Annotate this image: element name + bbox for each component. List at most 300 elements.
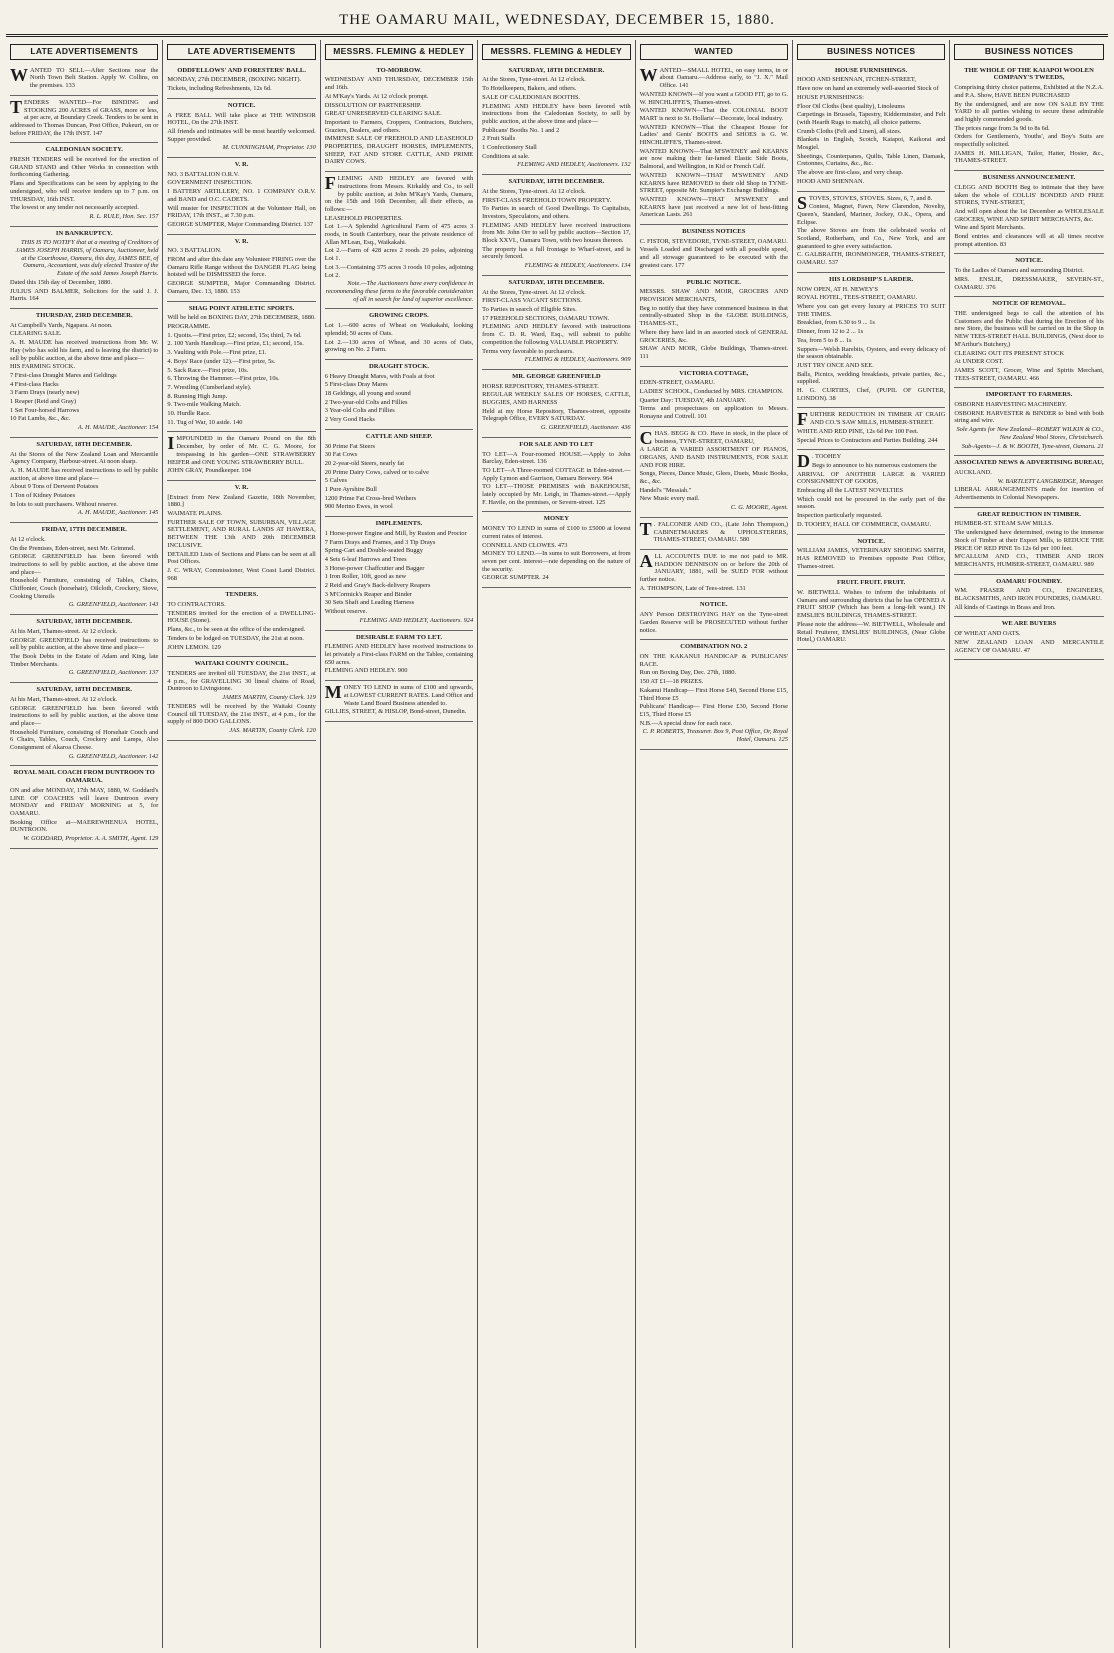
ad-text-line: WANTED KNOWN—That the Cheapest House for Ladies' and Gents' BOOTS and SHOES is G. W. HINCHLIFFE'S, Thames-street. bbox=[639, 123, 788, 147]
ad-text-line: IMPOUNDED in the Oamaru Pound on the 8th December, by order of Mr. C. G. Moore, for trespassing in his garden—ONE STRAWBERRY HEIFER and ONE YOUNG STRAWBERRY BULL. bbox=[167, 433, 316, 466]
ad-text-line: The undersigned have determined, owing to the immense Stock of Timber at their Export Mills, to REDUCE THE PRICE OF RED PINE To 12s 6d per 100 feet. bbox=[954, 529, 1104, 552]
ad-text-line: A. H. MAUDE has received instructions from Mr. W. Hay (who has sold his farm, and is leaving the district) to sell by public auction, at the above time and place— bbox=[10, 339, 159, 362]
drop-capital: I bbox=[167, 433, 175, 454]
advertisement bbox=[640, 427, 788, 518]
ad-text-line: GEORGE SUMPTER. 24 bbox=[482, 574, 549, 582]
ad-text-line: WILLIAM JAMES, VETERINARY SHOEING SMITH, HAS REMOVED to Premises opposite Post Office, Thames-street. bbox=[796, 547, 946, 570]
drop-capital: S bbox=[796, 192, 807, 213]
ad-text-line: At the Stores, Tyne-street. At 12 o'clock. bbox=[482, 288, 586, 296]
ad-text-line: At the Stores, Tyne-street. At 12 o'clock. bbox=[482, 76, 586, 84]
advertisement bbox=[640, 598, 788, 640]
ad-text-line: 1 Confectionery Stall bbox=[482, 144, 537, 152]
ad-text-line: GILLIES, STREET, & HISLOP, Bond-street, Dunedin. bbox=[324, 708, 467, 716]
ad-text-line: JOHN GRAY, Poundkeeper. 104 bbox=[167, 467, 252, 475]
column-5 bbox=[636, 40, 793, 1648]
advertisement bbox=[482, 370, 630, 438]
ad-text-line: At the Stores of the New Zealand Loan and Mercantile Agency Company, Harbour-street. At noon sharp. bbox=[10, 450, 159, 466]
drop-capital: A bbox=[639, 550, 653, 571]
ad-text-line: 3 Year-old Colts and Fillies bbox=[324, 407, 395, 415]
ad-text-line: SHAW AND MOIR, Globe Buildings, Thames-street. 111 bbox=[639, 345, 788, 360]
ad-text-line: Publicans' Booths No. 1 and 2 bbox=[482, 126, 560, 134]
ad-text-line: Spring-Cart and Double-seated Buggy bbox=[324, 547, 423, 555]
ad-text-line: GEORGE GREENFIELD has received instructions to sell by public auction, at the above time and place— bbox=[10, 636, 159, 652]
drop-capital: M bbox=[324, 682, 342, 703]
ad-text-line: Handel's "Messiah." bbox=[639, 486, 692, 494]
ad-heading: NOTICE. bbox=[1015, 257, 1043, 265]
advertisement bbox=[797, 576, 945, 650]
ad-heading: ASSOCIATED NEWS & ADVERTISING BUREAU, bbox=[954, 459, 1104, 467]
ad-heading: BUSINESS ANNOUNCEMENT. bbox=[982, 174, 1076, 182]
ad-text-line: FLEMING AND HEDLEY have been favored with instructions from the Caledonian Society, to sell by public auction, at the above time and place— bbox=[482, 102, 631, 125]
ad-text-line: LIBERAL ARRANGEMENTS made for insertion of Advertisements in Colonial Newspapers. bbox=[954, 486, 1104, 502]
ad-text-line: NO. 3 BATTALION O.R.V. bbox=[167, 170, 240, 178]
ad-heading: WAITAKI COUNTY COUNCIL. bbox=[194, 660, 289, 668]
ad-text-line: Where you can get every luxury at PRICES TO SUIT THE TIMES. bbox=[796, 302, 946, 318]
ad-text-line: Breakfast, from 6.30 to 9 ... 1s bbox=[796, 319, 875, 327]
masthead-rule bbox=[6, 34, 1108, 37]
ad-text-line: 18 Geldings, all young and sound bbox=[324, 390, 411, 398]
ad-text-line: 150 AT £1—18 PRIZES. bbox=[639, 678, 704, 686]
ad-text-line: All friends and intimates will be most heartily welcomed. Supper provided. bbox=[167, 127, 316, 143]
ad-heading: COMBINATION NO. 2 bbox=[680, 643, 748, 651]
ad-text-line: 7. Wrestling (Cumberland style). bbox=[167, 383, 252, 391]
ad-text-line: Comprising thirty choice patterns, Exhibited at the N.Z.A. and P.A. Show, HAVE BEEN PURCHASED bbox=[954, 84, 1104, 99]
advertisement bbox=[797, 64, 945, 192]
advertisement bbox=[797, 450, 945, 534]
ad-text-line: WAIMATE PLAINS. bbox=[167, 510, 223, 518]
advertisement bbox=[167, 432, 315, 481]
advertisement bbox=[482, 512, 630, 588]
advertisement bbox=[167, 657, 315, 740]
ad-text-line: FLEMING AND HEDLEY, Auctioneers. 924 bbox=[359, 616, 474, 624]
advertisement bbox=[482, 64, 630, 175]
ad-text-line: ROYAL HOTEL, TEES-STREET, OAMARU. bbox=[796, 294, 918, 302]
advertisement bbox=[325, 309, 473, 360]
ad-heading: NOTICE OF REMOVAL. bbox=[992, 300, 1066, 308]
ad-text-line: Embracing all the LATEST NOVELTIES bbox=[796, 487, 904, 495]
ad-text-line: Terms and prospectuses on application to Messrs. Ronayne and Cottrell. 101 bbox=[639, 405, 788, 421]
ad-text-line: J. C. WRAY, Commissioner, West Coast Land District. 968 bbox=[167, 566, 316, 582]
ad-text-line: Tea, from 5 to 8 ... 1s bbox=[796, 336, 852, 344]
advertisement bbox=[954, 171, 1103, 254]
ad-heading: FRUIT. FRUIT. FRUIT. bbox=[836, 579, 906, 587]
ad-text-line: Lot 1.—600 acres of Wheat on Waikakahi, looking splendid; 50 acres of Oats. bbox=[324, 322, 474, 337]
ad-text-line: CLEARING OUT ITS PRESENT STOCK bbox=[954, 349, 1065, 357]
ad-text-line: OSBORNE HARVESTER & BINDER to bind with both string and wire. bbox=[954, 409, 1104, 425]
ad-text-line: 2 Fruit Stalls bbox=[482, 135, 516, 143]
advertisement bbox=[640, 225, 788, 276]
ad-text-line: OSBORNE HARVESTING MACHINERY. bbox=[954, 401, 1067, 409]
advertisement bbox=[325, 430, 473, 517]
advertisement bbox=[482, 175, 630, 276]
ad-text-line: Wine and Spirit Merchants. bbox=[954, 224, 1025, 232]
column-1 bbox=[6, 40, 163, 1648]
ad-text-line: And will open about the 1st December as WHOLESALE GROCERS, WINE AND SPIRIT MERCHANTS, &c. bbox=[954, 207, 1104, 223]
advertisement bbox=[797, 535, 945, 577]
ad-text-line: Begs to announce to his numerous customers the bbox=[811, 461, 937, 469]
ad-text-line: Where they have laid in an assorted stock of GENERAL GROCERIES, &c. bbox=[639, 328, 788, 344]
ad-text-line: FLEMING & HEDLEY, Auctioneers. 909 bbox=[524, 356, 631, 364]
ad-text-line: On the Premises, Eden-street, next Mr. Grimmel. bbox=[10, 544, 136, 552]
ad-text-line: D . TOOHEY bbox=[796, 451, 842, 472]
ad-text-line: TENDERS WANTED—For BINDING and STOOKING 200 ACRES of GRASS, more or less, at per acre, at Boundary Creek. Tenders to be sent in addressed to Thomas Duncan, Post Office, Pukeuri, on or before FRIDAY, the 17th INST. 147 bbox=[10, 96, 159, 137]
ad-text-line: JOHN LEMON. 129 bbox=[167, 643, 221, 651]
ad-text-line: EDEN-STREET, OAMARU. bbox=[639, 379, 715, 387]
ad-text-line: WM. FRASER AND CO., ENGINEERS, BLACKSMITHS, AND IRON FOUNDERS, OAMARU. bbox=[954, 587, 1104, 603]
ad-text-line: FURTHER SALE OF TOWN, SUBURBAN, VILLAGE SETTLEMENT, AND RURAL LANDS AT HAWERA, BETWEEN THE 13th AND 20th DECEMBER INCLUSIVE. bbox=[167, 518, 316, 549]
column-heading: WANTED bbox=[640, 44, 788, 60]
ad-text-line: [Extract from New Zealand Gazette, 18th November, 1880.] bbox=[167, 493, 316, 509]
ad-text-line: Bond entries and clearances will at all times receive prompt attention. 83 bbox=[954, 233, 1104, 248]
ad-heading: V. R. bbox=[234, 237, 249, 245]
ad-text-line: FRESH TENDERS will be received for the erection of GRAND STAND and Other Works in connection with forthcoming Gathering. bbox=[10, 156, 159, 179]
column-heading: BUSINESS NOTICES bbox=[954, 44, 1103, 60]
ad-text-line: FLEMING & HEDLEY, Auctioneers. 134 bbox=[524, 262, 631, 270]
ad-text-line: The above Stoves are from the celebrated works of Scotland, Rotherham, and Co., New York, and are guaranteed to give every satisfaction. bbox=[796, 227, 946, 250]
advertisement bbox=[167, 158, 315, 235]
ad-text-line: MESSRS. SHAW AND MOIR, GROCERS AND PROVISION MERCHANTS, bbox=[639, 288, 788, 303]
ad-text-line: FIRST-CLASS VACANT SECTIONS. bbox=[482, 297, 582, 305]
ad-text-line: A. THOMPSON, Late of Tees-street. 131 bbox=[639, 584, 746, 592]
ad-text-line: At 12 o'clock. bbox=[10, 535, 46, 543]
ad-text-line: Inspection particularly requested. bbox=[796, 512, 883, 520]
ad-text-line: Household Furniture, consisting of Tables, Chairs, Chiffonier, Couch (horsehair), Oilcloth, Crockery, Stove, Cooking Utensils bbox=[10, 577, 159, 600]
ad-text-line: TO LET—THOSE PREMISES with BAKEHOUSE, lately occupied by Mr. Leigh, in Thames-street.—Apply F. Havile, on the premises, or Severn-street. 125 bbox=[482, 483, 631, 506]
ad-text-line: Lot 1.—A Splendid Agricultural Farm of 475 acres 3 roods, in South Canterbury, near the private residence of Allan M'Lean, Esq., Waikakahi. bbox=[324, 223, 474, 246]
ad-text-line: 1 Ton of Kidney Potatoes bbox=[10, 492, 76, 500]
ad-heading: TO-MORROW. bbox=[376, 66, 422, 74]
ad-heading: WE ARE BUYERS bbox=[1001, 620, 1057, 628]
column-6 bbox=[793, 40, 950, 1648]
advertisement bbox=[482, 438, 630, 513]
ad-text-line: 1 Set Four-horsed Harrows bbox=[10, 406, 80, 414]
drop-capital: D bbox=[796, 451, 810, 472]
advertisement bbox=[640, 518, 788, 550]
advertisement bbox=[325, 517, 473, 630]
ad-text-line: 3. Vaulting with Pole.—First prize, £1. bbox=[167, 349, 267, 357]
advertisement bbox=[10, 309, 158, 438]
ad-text-line: C. GALBRAITH, IRONMONGER, THAMES-STREET, OAMARU. 537 bbox=[796, 251, 946, 267]
ad-text-line: HOOD AND SHENNAN, ITCHEN-STREET, bbox=[796, 76, 916, 84]
advertisement bbox=[954, 64, 1103, 171]
ad-text-line: 6 Heavy Draught Mares, with Foals at foot bbox=[324, 372, 435, 380]
ad-text-line: 4 Sets 6-leaf Harrows and Trees bbox=[324, 555, 407, 563]
ad-heading: THE WHOLE OF THE KAIAPOI WOOLEN COMPANY'S TWEEDS, bbox=[964, 66, 1094, 82]
advertisement bbox=[954, 254, 1103, 297]
ad-text-line: 3 Farm Drays (nearly new) bbox=[10, 389, 80, 397]
advertisement bbox=[167, 235, 315, 302]
ad-text-line: FLEMING AND HEDLEY favored with instructions from C. D. R. Ward, Esq., will submit to public competition the following VALUABLE PROPERTY. bbox=[482, 323, 631, 346]
ad-text-line: At his Mart, Thames-street. At 12 o'clock. bbox=[10, 695, 118, 703]
ad-text-line: C. FISTOR, STEVEDORE, TYNE-STREET, OAMARU. bbox=[639, 237, 788, 245]
ad-text-line: Held at my Horse Repository, Thames-street, opposite Telegraph Office, EVERY SATURDAY. bbox=[482, 407, 631, 423]
ad-text-line: To the Ladies of Oamaru and surrounding District. bbox=[954, 267, 1084, 275]
ad-text-line: FLEMING AND HEDLEY, Auctioneers. 132 bbox=[517, 161, 631, 169]
column-heading: LATE ADVERTISEMENTS bbox=[167, 44, 315, 60]
newspaper-columns bbox=[6, 40, 1108, 1648]
ad-heading: FOR SALE AND TO LET bbox=[519, 440, 594, 448]
ad-text-line: WANTED KNOWN—That the COLONIAL BOOT MART is next to St. Hollaris'—Decorate, local industry. bbox=[639, 107, 788, 122]
ad-heading: SATURDAY, 18TH DECEMBER. bbox=[36, 686, 133, 694]
ad-text-line: New Music every mail. bbox=[639, 495, 700, 503]
ad-heading: SATURDAY, 18TH DECEMBER. bbox=[36, 618, 133, 626]
ad-text-line: A. H. MAUDE has received instructions to sell by public auction, at above time and place— bbox=[10, 466, 159, 482]
ad-text-line: CLEGG AND BOOTH Beg to intimate that they have taken the whole of COLLIS' BONDED AND FREE STORES, TYNE-STREET, bbox=[954, 183, 1104, 207]
advertisement bbox=[10, 766, 158, 848]
ad-heading: SATURDAY, 18TH DECEMBER. bbox=[508, 278, 605, 286]
ad-text-line: I BATTERY ARTILLERY, NO. 1 COMPANY O.R.V. and BAND and O.C. CADETS. bbox=[167, 188, 316, 203]
ad-text-line: H. G. CURTIES, Chef, (PUPIL OF GUNTER, LONDON). 38 bbox=[796, 387, 946, 402]
ad-text-line: Suppers—Welsh Rarebits, Oysters, and every delicacy of the season obtainable. bbox=[796, 345, 946, 361]
drop-capital: W bbox=[639, 64, 658, 85]
ad-text-line: WANTED KNOWN—If you want a GOOD FIT, go to G. W. HINCHLIFFE'S, Thames-street. bbox=[639, 90, 788, 106]
ad-text-line: Dated this 15th day of December, 1880. bbox=[10, 278, 112, 286]
ad-text-line: HOOD AND SHENNAN. bbox=[796, 177, 865, 185]
ad-text-line: WANTED—SMALL HOTEL, on easy terms, in or about Oamaru.—Address early, to "J. X." Mail Office. 141 bbox=[639, 64, 788, 90]
ad-text-line: 9. Two-mile Walking Match. bbox=[167, 401, 241, 409]
drop-capital: C bbox=[639, 427, 653, 448]
ad-text-line: 4. Boys' Race (under 12).—First prize, 5s. bbox=[167, 357, 276, 365]
ad-text-line: Crumb Cloths (Felt and Linen), all sizes. bbox=[796, 127, 902, 135]
ad-text-line: 6. Throwing the Hammer.—First prize, 10s. bbox=[167, 375, 280, 383]
ad-text-line: 17 FREEHOLD SECTIONS, OAMARU TOWN. bbox=[482, 314, 610, 322]
ad-text-line: LEASEHOLD PROPERTIES. bbox=[324, 214, 403, 222]
ad-text-line: TENDERS are invited till TUESDAY, the 21st INST., at 4 p.m., for GRAVELLING 30 lineal chains of Road, Duntroon to Livingstone. bbox=[167, 670, 316, 693]
ad-text-line: 1 Pure Ayrshire Bull bbox=[324, 486, 377, 494]
advertisement bbox=[640, 550, 788, 599]
ad-text-line: To Hotelkeepers, Bakers, and others. bbox=[482, 85, 577, 93]
ad-text-line: 1 Iron Roller, 10ft, good as new bbox=[324, 573, 407, 581]
advertisement bbox=[10, 64, 158, 96]
ad-text-line: ALL ACCOUNTS DUE to me not paid to MR. HADDON DENNISON on or before the 20th of JANUARY, 1881, will be SUED FOR without further notice. bbox=[639, 550, 788, 584]
column-heading: LATE ADVERTISEMENTS bbox=[10, 44, 158, 60]
drop-capital: T bbox=[639, 518, 652, 539]
ad-text-line: FIRST-CLASS FREEHOLD TOWN PROPERTY. bbox=[482, 196, 612, 204]
ad-text-line: 2 Two-year-old Colts and Fillies bbox=[324, 398, 408, 406]
ad-text-line: LADIES' SCHOOL, Conducted by MRS. CHAMPION. bbox=[639, 388, 784, 396]
ad-text-line: W. BIETWELL Wishes to inform the inhabitants of Oamaru and surrounding districts that he has OPENED A FRUIT SHOP (Which has been a long-felt want,) IN EMSLIE'S BUILDINGS, THAMES-STREET. bbox=[796, 589, 946, 620]
ad-heading: ODDFELLOWS' AND FORESTERS' BALL. bbox=[177, 66, 306, 74]
ad-text-line: N.B.—A special draw for each race. bbox=[639, 719, 733, 727]
ad-text-line: Special Prices to Contractors and Parties Building. 244 bbox=[796, 436, 938, 444]
ad-text-line: 2 Very Good Hacks bbox=[324, 416, 375, 424]
ad-text-line: CONNELL AND CLOWES. 473 bbox=[482, 541, 568, 549]
ad-heading: DESIRABLE FARM TO LET. bbox=[355, 633, 442, 641]
ad-text-line: A FREE BALL Will take place at THE WINDSOR HOTEL, On the 27th INST. bbox=[167, 111, 316, 127]
ad-text-line: IMMENSE SALE OF FREEHOLD AND LEASEHOLD PROPERTIES, DRAUGHT HORSES, IMPLEMENTS, SHEEP, FAT AND STORE CATTLE, AND PRIME DAIRY COWS. bbox=[324, 135, 474, 166]
ad-text-line: 2. 100 Yards Handicap.—First prize, £1; second, 15s. bbox=[167, 340, 304, 348]
advertisement bbox=[167, 481, 315, 588]
ad-text-line: M'CALLUM AND CO., TIMBER AND IRON MERCHANTS, HUMBER-STREET, OAMARU. 989 bbox=[954, 553, 1104, 568]
ad-text-line: JAS. MARTIN, County Clerk. 120 bbox=[229, 726, 316, 734]
ad-text-line: Tickets, including Refreshments, 12s 6d. bbox=[167, 85, 272, 93]
advertisement bbox=[10, 227, 158, 309]
ad-text-line: Important to Farmers, Croppers, Contractors, Butchers, Graziers, Dealers, and others. bbox=[324, 118, 474, 134]
ad-heading: FRIDAY, 17TH DECEMBER. bbox=[41, 526, 127, 534]
drop-capital: T bbox=[10, 96, 23, 117]
ad-text-line: JUST TRY ONCE AND SEE. bbox=[796, 361, 874, 369]
ad-text-line: The lowest or any tender not necessarily accepted. bbox=[10, 204, 139, 212]
ad-text-line: Lot 2.—Farm of 428 acres 2 roods 29 poles, adjoining Lot 1. bbox=[324, 247, 474, 263]
ad-heading: CATTLE AND SHEEP. bbox=[365, 432, 433, 440]
ad-heading: ROYAL MAIL COACH FROM DUNTROON TO OAMARUA. bbox=[13, 769, 155, 785]
ad-text-line: Run on Boxing Day, Dec. 27th, 1880. bbox=[639, 669, 737, 677]
ad-text-line: MONEY TO LEND.—In sums to suit Borrowers, at from seven per cent. interest—rate depending on the nature of the security. bbox=[482, 550, 631, 573]
ad-text-line: WANTED KNOWN—THAT M'SWENEY and KEARNS have just received a new lot of best-fitting American Lasts. 261 bbox=[639, 195, 788, 219]
ad-text-line: A. H. MAUDE, Auctioneer. 154 bbox=[77, 424, 159, 432]
ad-text-line: ON and after MONDAY, 17th MAY, 1880, W. Goddard's LINE OF COACHES will leave Duntroon every MONDAY and FRIDAY MORNING at 5, for OAMARU. bbox=[10, 786, 159, 817]
ad-text-line: 1 Reaper (Reid and Gray) bbox=[10, 398, 77, 406]
advertisement bbox=[954, 456, 1103, 508]
ad-heading: PUBLIC NOTICE. bbox=[686, 278, 741, 286]
ad-text-line: To Parties in search of Eligible Sites. bbox=[482, 305, 577, 313]
ad-heading: HIS LORDSHIP'S LARDER. bbox=[829, 275, 914, 283]
ad-text-line: 20 Prime Dairy Cows, calved or to calve bbox=[324, 468, 429, 476]
ad-text-line: 900 Merino Ewes, in wool bbox=[324, 503, 393, 511]
ad-text-line: Note.—The Auctioneers have every confidence in recommending these farms to the favorable consideration of all in search for land of superior excellence. bbox=[325, 280, 474, 303]
column-heading: MESSRS. FLEMING & HEDLEY bbox=[482, 44, 630, 60]
ad-heading: BUSINESS NOTICES bbox=[682, 228, 746, 236]
ad-text-line: Plans and Specifications can be seen by applying to the undersigned, who will receive tenders up to 7 p.m. on THURSDAY, 16th INST. bbox=[10, 180, 159, 203]
ad-text-line: Kakanui Handicap— First Horse £40, Second Horse £15, Third Horse £5 bbox=[639, 686, 788, 702]
advertisement bbox=[797, 273, 945, 409]
ad-text-line: M. CUNNINGHAM, Proprietor. 130 bbox=[222, 144, 316, 152]
ad-text-line: GEORGE SUMPTER, Major Commanding District. Oamaru, Dec. 13, 1880. 153 bbox=[167, 280, 316, 295]
ad-text-line: Sole Agents for New Zealand—ROBERT WILKIN & CO., New Zealand Wool Stores, Christchurch. bbox=[956, 426, 1104, 441]
ad-heading: SATURDAY, 18TH DECEMBER. bbox=[508, 66, 605, 74]
ad-text-line: Beg to notify that they have commenced business in that centrally-situated Shop in the GLOBE BUILDINGS, THAMES-ST., bbox=[639, 304, 788, 328]
ad-text-line: 4 First-class Hacks bbox=[10, 380, 59, 388]
ad-heading: TENDERS. bbox=[225, 591, 258, 599]
ad-text-line: 5 First-class Dray Mares bbox=[324, 381, 388, 389]
ad-text-line: Blankets in English, Scotch, Kaiapoi, Kaikorai and Mosgiel. bbox=[796, 136, 946, 152]
ad-text-line: The Book Debts in the Estate of Adam and King, late Timber Merchants. bbox=[10, 653, 159, 668]
ad-heading: NOTICE. bbox=[857, 537, 885, 545]
ad-text-line: 3 Horse-power Chaffcutter and Bagger bbox=[324, 564, 425, 572]
ad-text-line: At UNDER COST. bbox=[954, 358, 1004, 366]
ad-text-line: ON THE KAKANUI HANDICAP & PUBLICANS' RACE. bbox=[639, 653, 788, 668]
advertisement bbox=[10, 683, 158, 766]
ad-text-line: 3 M'Cormick's Reaper and Binder bbox=[324, 590, 412, 598]
ad-heading: V. R. bbox=[234, 483, 249, 491]
advertisement bbox=[954, 617, 1103, 660]
ad-heading: GREAT REDUCTION IN TIMBER. bbox=[977, 510, 1081, 518]
ad-text-line: PROGRAMME. bbox=[167, 322, 211, 330]
ad-text-line: All kinds of Castings in Brass and Iron. bbox=[954, 603, 1056, 611]
ad-text-line: GOVERNMENT INSPECTION. bbox=[167, 179, 253, 187]
ad-text-line: Vessels Loaded and Discharged with all possible speed, and all stowage guaranteed to be executed with the greatest care. 177 bbox=[639, 246, 788, 269]
ad-text-line: T . FALCONER AND CO., (Late John Thompson,) CABINETMAKERS & UPHOLSTERERS, THAMES-STREET, OAMARU. 580 bbox=[639, 518, 788, 544]
ad-text-line: ANY Person DESTROYING HAY on the Tyne-street Garden Reserve will be PROSECUTED without further notice. bbox=[639, 611, 788, 634]
ad-text-line: GEORGE SUMPTER, Major Commanding District. 137 bbox=[167, 220, 314, 228]
ad-text-line: Tenders to be lodged on TUESDAY, the 21st at noon. bbox=[167, 634, 305, 642]
ad-text-line: G. GREENFIELD, Auctioneer. 436 bbox=[540, 424, 631, 432]
ad-text-line: NOW OPEN, AT H. NEWEY'S bbox=[796, 285, 879, 293]
ad-text-line: THE undersigned begs to call the attention of his Customers and the Public that during the Erection of his new Store, the business will be carried on in the Shop in NEW TEES-STREET HALL BUILDINGS, (Next door to M'Arthur's Butchery,) bbox=[954, 309, 1104, 348]
column-4 bbox=[478, 40, 635, 1648]
ad-heading: MONEY bbox=[543, 515, 569, 523]
ad-text-line: G. GREENFIELD, Auctioneer. 137 bbox=[68, 669, 159, 677]
ad-text-line: 1 Horse-power Engine and Mill, by Ruston and Proctor bbox=[324, 529, 467, 537]
advertisement bbox=[325, 681, 473, 722]
ad-text-line: TENDERS invited for the erection of a DWELLING-HOUSE (Stone). bbox=[167, 609, 316, 625]
ad-text-line: Orders for Gentlemen's, Youths', and Boy's Suits are respectfully solicited. bbox=[954, 133, 1104, 149]
ad-text-line: Floor Oil Cloths (best quality), Linoleums bbox=[796, 102, 905, 110]
advertisement bbox=[167, 588, 315, 657]
ad-text-line: At his Mart, Thames-street. At 12 o'clock. bbox=[10, 627, 118, 635]
ad-text-line: C. P. ROBERTS, Treasurer. Box 9, Post Office, Or, Royal Hotel, Oamaru. 125 bbox=[642, 728, 788, 744]
column-heading: BUSINESS NOTICES bbox=[797, 44, 945, 60]
ad-text-line: Without reserve. bbox=[324, 608, 368, 616]
ad-text-line: TENDERS will be received by the Waitaki County Council till TUESDAY, the 21st INST., at 4 p.m., for the supply of 800 DOO GALLONS. bbox=[167, 702, 316, 726]
ad-text-line: 30 Fat Cows bbox=[324, 451, 358, 459]
advertisement bbox=[954, 575, 1103, 618]
ad-text-line: At the Stores, Tyne-street. At 12 o'clock. bbox=[482, 187, 586, 195]
ad-text-line: WANTED KNOWN—THAT M'SWENEY AND KEARNS have REMOVED to their old Shop in TYNE-STREET, opposite Mr. Sumpter's Exchange Buildings. bbox=[639, 171, 788, 195]
ad-text-line: 30 Prime Fat Steers bbox=[324, 442, 376, 450]
ad-text-line: FLEMING AND HEDLEY are favored with instructions from Messrs. Kirkaldy and Co., to sell by public auction, at John M'Kay's Yards, Oamaru, on the 15th and 16th December, all their effects, as follows:— bbox=[324, 173, 474, 213]
ad-text-line: 5. Sack Race.—First prize, 10s. bbox=[167, 366, 249, 374]
ad-text-line: WEDNESDAY AND THURSDAY, DECEMBER 15th and 16th. bbox=[324, 76, 474, 92]
column-3 bbox=[321, 40, 478, 1648]
advertisement bbox=[954, 388, 1103, 456]
ad-text-line: 1200 Prime Fat Cross-bred Wethers bbox=[324, 494, 417, 502]
ad-heading: NOTICE. bbox=[227, 101, 256, 109]
ad-text-line: By the undersigned, and are now ON SALE BY THE YARD to all parties wishing to secure these admirable and highly commended goods. bbox=[954, 100, 1104, 123]
ad-text-line: Household Furniture, consisting of Horsehair Couch and 6 Chairs, Tables, Couch, Crockery and Lamps, Also Consignment of Akaroa Cheese. bbox=[10, 728, 159, 752]
ad-text-line: 30 Sets Shaft and Leading Harness bbox=[324, 599, 415, 607]
ad-text-line: HORSE REPOSITORY, THAMES-STREET. bbox=[482, 382, 599, 390]
ad-heading: OAMARU FOUNDRY. bbox=[996, 577, 1062, 585]
ad-heading: V. R. bbox=[234, 161, 249, 169]
ad-text-line: Booking Office at—MAEREWHENUA HOTEL, DUNTROON. bbox=[10, 818, 159, 834]
ad-text-line: WANTED KNOWN—That M'SWENEY and KEARNS are now making their far-famed Elastic Side Boots, Balmoral, and Wellington, in Kid or French Calf. bbox=[639, 147, 788, 171]
ad-text-line: MONDAY, 27th DECEMBER, (BOXING NIGHT). bbox=[167, 76, 302, 84]
ad-text-line: 10 Fat Lambs, &c., &c. bbox=[10, 415, 71, 423]
ad-text-line: TO LET—A Three-roomed COTTAGE in Eden-street.—Apply Lymon and Garrison, Oamaru Brewery. 964 bbox=[482, 466, 631, 482]
advertisement bbox=[954, 297, 1103, 388]
ad-text-line: Please note the address—W. BIETWELL, Wholesale and Retail Fruiterer, EMSLIES' BUILDINGS, (Near Globe Hotel,) OAMARU. bbox=[796, 620, 946, 644]
ad-heading: MR. GEORGE GREENFIELD bbox=[512, 372, 601, 380]
ad-text-line: MONEY TO LEND in sums of £100 to £5000 at lowest current rates of interest. bbox=[482, 525, 631, 540]
advertisement bbox=[640, 276, 788, 367]
drop-capital: W bbox=[10, 64, 28, 85]
advertisement bbox=[640, 367, 788, 427]
ad-heading: SATURDAY, 18TH DECEMBER. bbox=[36, 440, 133, 448]
ad-text-line: MONEY TO LEND in sums of £100 and upwards, at LOWEST CURRENT RATES. Land Office and Waste Land Board Business attended to. bbox=[324, 682, 474, 707]
ad-text-line: WANTED TO SELL—After Sections near the North Town Belt Station. Apply W. Collins, on the premises. 133 bbox=[10, 64, 159, 90]
ad-heading: SHAG POINT ATHLETIC SPORTS. bbox=[188, 304, 295, 312]
advertisement bbox=[325, 172, 473, 309]
ad-text-line: 11. Tug of War, 10 aside. 140 bbox=[167, 418, 243, 426]
ad-text-line: To Parties in search of Good Dwellings. To Capitalists, Investors, Speculators, and others. bbox=[482, 205, 631, 220]
ad-text-line: Sub-Agents—J. & W. BOOTH, Tyne-street, Oamaru. 21 bbox=[961, 442, 1104, 450]
ad-text-line: R. L. RULE, Hon. Sec. 157 bbox=[89, 212, 159, 220]
ad-text-line: TO LET—A Four-roomed HOUSE.—Apply to John Barclay, Eden-street. 136 bbox=[482, 450, 631, 466]
column-7 bbox=[950, 40, 1107, 1648]
ad-text-line: Will be held on BOXING DAY, 27th DECEMBER, 1880. bbox=[167, 314, 316, 322]
ad-text-line: D. TOOHEY, HALL OF COMMERCE, OAMARU. bbox=[796, 520, 932, 528]
ad-text-line: C. G. MOORE, Agent. bbox=[730, 504, 788, 512]
advertisement bbox=[325, 360, 473, 430]
ad-text-line: G. GREENFIELD, Auctioneer. 143 bbox=[68, 601, 159, 609]
ad-text-line: JAMES SCOTT, Grocer, Wine and Spirits Merchant, TEES-STREET, OAMARU. 466 bbox=[954, 366, 1104, 382]
ad-text-line: GEORGE GREENFIELD has been favored with instructions to sell by public auction, at the above time and place— bbox=[10, 553, 159, 576]
ad-text-line: TO CONTRACTORS. bbox=[167, 601, 226, 609]
ad-heading: IN BANKRUPTCY. bbox=[55, 229, 113, 237]
ad-text-line: JULIUS AND BALMER, Solicitors for the said J. J. Harris. 164 bbox=[10, 287, 159, 303]
ad-text-line: In lots to suit purchasers. Without reserve. bbox=[10, 500, 118, 508]
